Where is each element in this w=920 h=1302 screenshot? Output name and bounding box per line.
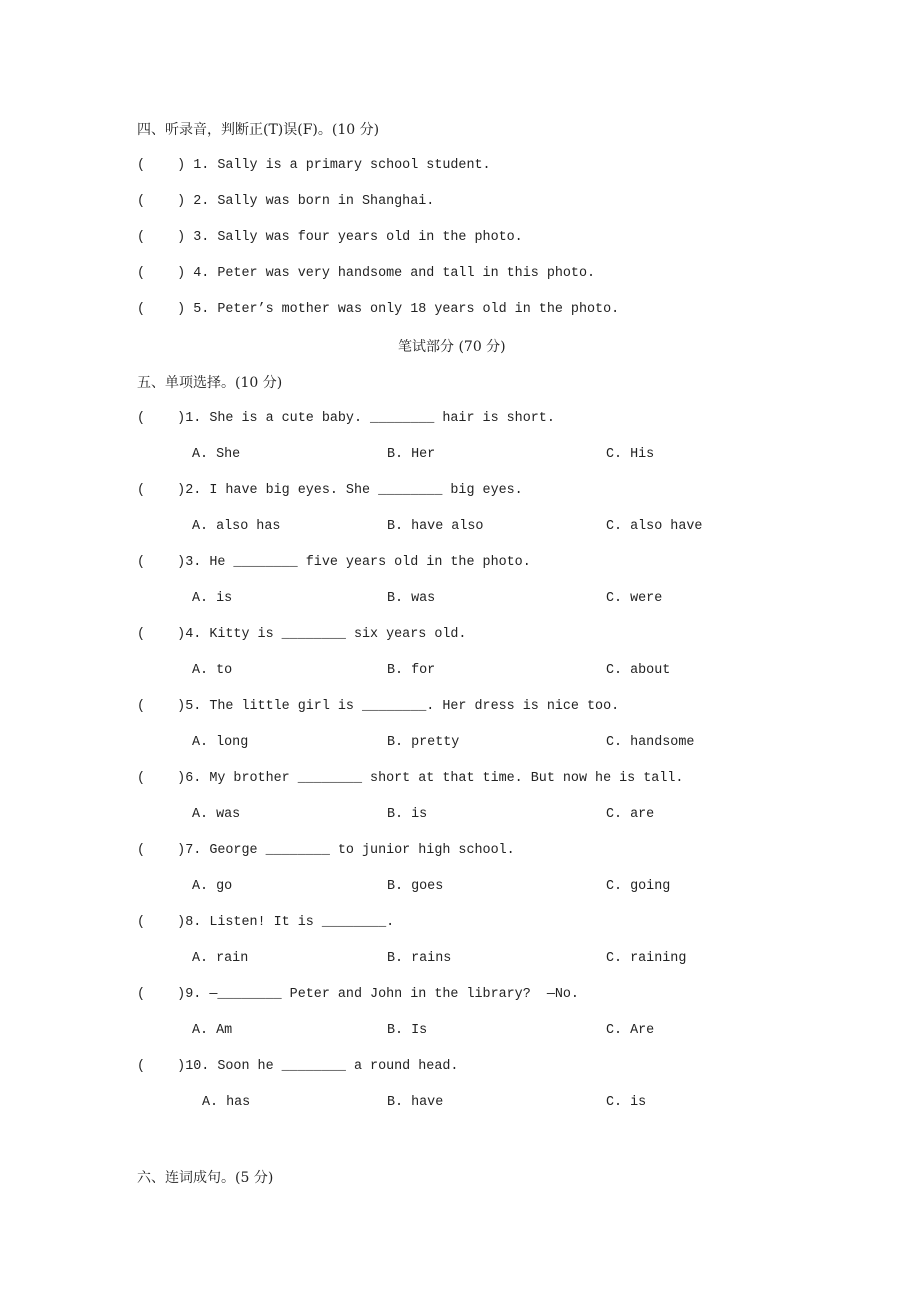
question-stem: ( )10. Soon he ________ a round head. [137, 1059, 459, 1074]
option-c: C. are [606, 807, 655, 822]
option-a: A. has [202, 1095, 251, 1110]
written-part-title: 笔试部分 (70 分) [398, 339, 506, 355]
option-a: A. was [192, 807, 241, 822]
option-c: C. raining [606, 951, 687, 966]
option-b: B. rains [387, 951, 452, 966]
option-c: C. is [606, 1095, 647, 1110]
option-c: C. were [606, 591, 663, 606]
true-false-item: ( ) 1. Sally is a primary school student. [137, 158, 491, 173]
question-stem: ( )9. —________ Peter and John in the library? —No. [137, 987, 579, 1002]
option-b: B. was [387, 591, 436, 606]
option-a: A. to [192, 663, 233, 678]
option-c: C. handsome [606, 735, 695, 750]
question-stem: ( )6. My brother ________ short at that time. But now he is tall. [137, 771, 684, 786]
option-c: C. Are [606, 1023, 655, 1038]
option-b: B. Is [387, 1023, 428, 1038]
true-false-item: ( ) 5. Peter’s mother was only 18 years old in the photo. [137, 302, 620, 317]
option-b: B. pretty [387, 735, 460, 750]
option-a: A. go [192, 879, 233, 894]
true-false-item: ( ) 3. Sally was four years old in the photo. [137, 230, 523, 245]
option-a: A. Am [192, 1023, 233, 1038]
option-a: A. long [192, 735, 249, 750]
option-b: B. for [387, 663, 436, 678]
section-5-title: 五、单项选择。(10 分) [137, 375, 283, 391]
section-4-title: 四、听录音，判断正(T)误(F)。(10 分) [137, 122, 380, 138]
question-stem: ( )8. Listen! It is ________. [137, 915, 395, 930]
question-stem: ( )7. George ________ to junior high school. [137, 843, 515, 858]
section-6-title: 六、连词成句。(5 分) [137, 1170, 274, 1186]
option-a: A. is [192, 591, 233, 606]
question-stem: ( )3. He ________ five years old in the photo. [137, 555, 531, 570]
question-stem: ( )2. I have big eyes. She ________ big eyes. [137, 483, 523, 498]
option-b: B. is [387, 807, 428, 822]
option-c: C. about [606, 663, 671, 678]
option-b: B. have [387, 1095, 444, 1110]
option-c: C. His [606, 447, 655, 462]
option-b: B. Her [387, 447, 436, 462]
option-b: B. have also [387, 519, 484, 534]
question-stem: ( )5. The little girl is ________. Her dress is nice too. [137, 699, 620, 714]
true-false-item: ( ) 4. Peter was very handsome and tall in this photo. [137, 266, 596, 281]
option-b: B. goes [387, 879, 444, 894]
option-c: C. also have [606, 519, 703, 534]
option-a: A. She [192, 447, 241, 462]
question-stem: ( )1. She is a cute baby. ________ hair is short. [137, 411, 555, 426]
option-a: A. rain [192, 951, 249, 966]
true-false-item: ( ) 2. Sally was born in Shanghai. [137, 194, 435, 209]
option-a: A. also has [192, 519, 281, 534]
question-stem: ( )4. Kitty is ________ six years old. [137, 627, 467, 642]
option-c: C. going [606, 879, 671, 894]
